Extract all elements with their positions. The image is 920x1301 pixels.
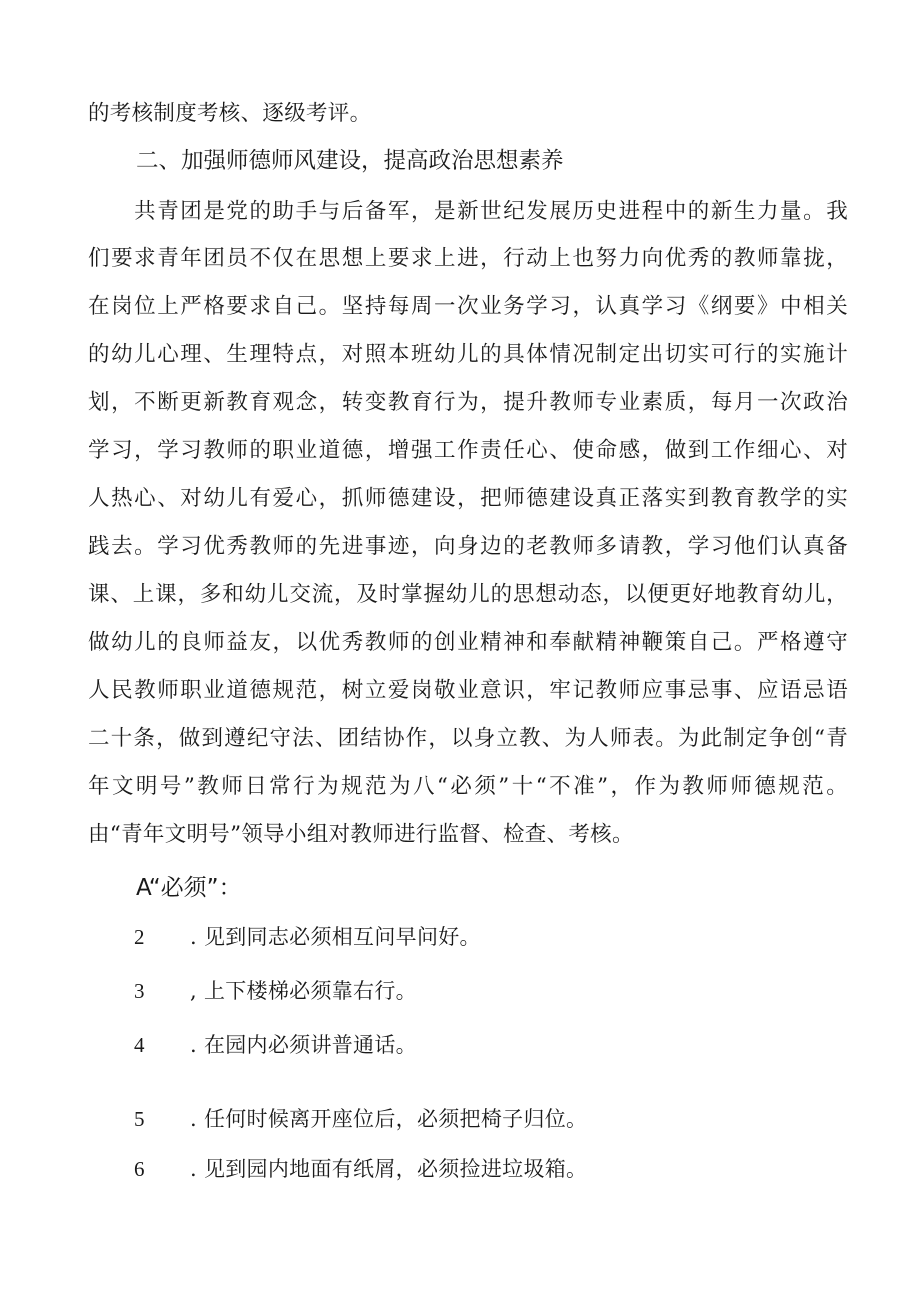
- list-item: [0, 922, 920, 952]
- section-heading: 二、加强师德师风建设，提高政治思想素养: [136, 148, 564, 174]
- paragraph-line: 的幼儿心理、生理特点，对照本班幼儿的具体情况制定出切实可行的实施计: [88, 342, 848, 367]
- list-item-text: . 任何时候离开座位后，必须把椅子归位。: [190, 1107, 588, 1131]
- list-heading: A“必须”：: [136, 875, 242, 901]
- paragraph-line: 们要求青年团员不仅在思想上要求上进，行动上也努力向优秀的教师靠拢，: [88, 246, 848, 271]
- list-item-number: 5: [134, 1107, 145, 1131]
- paragraph-line: 学习，学习教师的职业道德，增强工作责任心、使命感，做到工作细心、对: [88, 438, 848, 463]
- paragraph-line: 共青团是党的助手与后备军，是新世纪发展历史进程中的新生力量。我: [88, 199, 848, 224]
- paragraph-line: 做幼儿的良师益友，以优秀教师的创业精神和奉献精神鞭策自己。严格遵守: [88, 630, 848, 655]
- list-item: [0, 1154, 920, 1184]
- list-item-number: 6: [134, 1157, 145, 1181]
- paragraph-line: 在岗位上严格要求自己。坚持每周一次业务学习，认真学习《纲要》中相关: [88, 294, 848, 319]
- paragraph-line: 人热心、对幼儿有爱心，抓师德建设，把师德建设真正落实到教育教学的实: [88, 486, 848, 511]
- paragraph-line: 年文明号”教师日常行为规范为八“必须”十“不准”，作为教师师德规范。: [88, 774, 848, 799]
- list-item-number: 2: [134, 925, 145, 949]
- list-item: [0, 1104, 920, 1134]
- paragraph-line: 课、上课，多和幼儿交流，及时掌握幼儿的思想动态，以便更好地教育幼儿，: [88, 582, 848, 607]
- intro-line: 的考核制度考核、逐级考评。: [88, 101, 372, 126]
- paragraph-line: 二十条，做到遵纪守法、团结协作，以身立教、为人师表。为此制定争创“青: [88, 726, 848, 751]
- list-item-text: . 见到同志必须相互问早问好。: [190, 925, 481, 949]
- list-item: [0, 976, 920, 1006]
- paragraph-line: 人民教师职业道德规范，树立爱岗敬业意识，牢记教师应事忌事、应语忌语: [88, 678, 848, 703]
- paragraph-line: 由“青年文明号”领导小组对教师进行监督、检查、考核。: [88, 822, 634, 847]
- list-item-number: 3: [134, 979, 145, 1003]
- list-item-text: , 上下楼梯必须靠右行。: [190, 979, 417, 1003]
- paragraph-line: 划，不断更新教育观念，转变教育行为，提升教师专业素质，每月一次政治: [88, 390, 848, 415]
- paragraph-line: 践去。学习优秀教师的先进事迹，向身边的老教师多请教，学习他们认真备: [88, 534, 848, 559]
- list-item: [0, 1030, 920, 1060]
- list-item-text: . 在园内必须讲普通话。: [190, 1033, 417, 1057]
- list-item-number: 4: [134, 1033, 145, 1057]
- list-item-text: . 见到园内地面有纸屑，必须捡进垃圾箱。: [190, 1157, 588, 1181]
